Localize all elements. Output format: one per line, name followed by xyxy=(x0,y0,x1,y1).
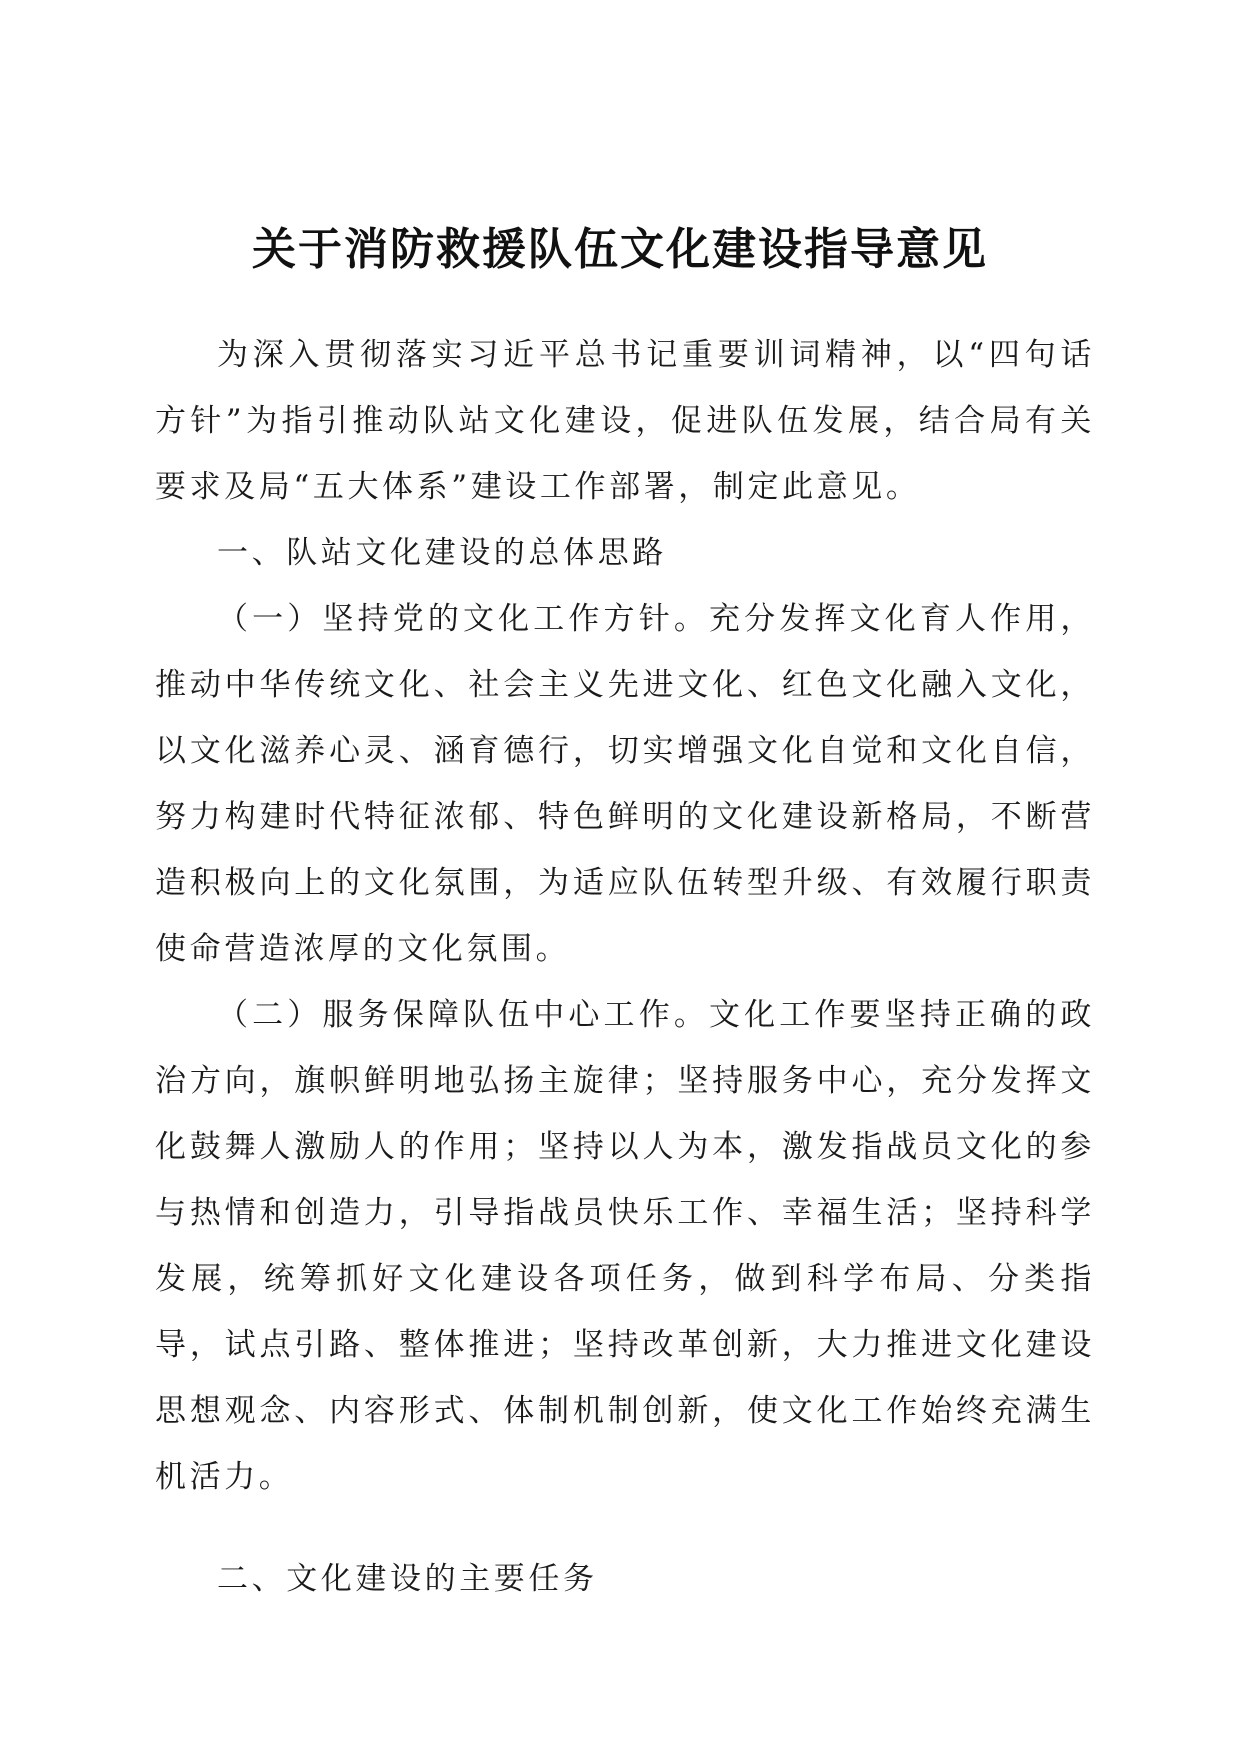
section-1-item-1: （一）坚持党的文化工作方针。充分发挥文化育人作用，推动中华传统文化、社会主义先进文化、红色文化融入文化，以文化滋养心灵、涵育德行，切实增强文化自觉和文化自信，努力构建时代特征浓郁、特色鲜明的文化建设新格局，不断营造积极向上的文化氛围，为适应队伍转型升级、有效履行职责使命营造浓厚的文化氛围。 xyxy=(155,601,1095,967)
document-body xyxy=(155,322,1095,1612)
document-title: 关于消防救援队伍文化建设指导意见 xyxy=(252,224,988,275)
section-1-item-2: （二）服务保障队伍中心工作。文化工作要坚持正确的政治方向，旗帜鲜明地弘扬主旋律；坚持服务中心，充分发挥文化鼓舞人激励人的作用；坚持以人为本，激发指战员文化的参与热情和创造力，引导指战员快乐工作、幸福生活；坚持科学发展，统筹抓好文化建设各项任务，做到科学布局、分类指导，试点引路、整体推进；坚持改革创新，大力推进文化建设思想观念、内容形式、体制机制创新，使文化工作始终充满生机活力。 xyxy=(155,997,1095,1495)
section-2-heading: 二、文化建设的主要任务 xyxy=(217,1561,598,1597)
section-1-heading: 一、队站文化建设的总体思路 xyxy=(217,535,667,571)
intro-paragraph: 为深入贯彻落实习近平总书记重要训词精神，以“四句话方针”为指引推动队站文化建设，促进队伍发展，结合局有关要求及局“五大体系”建设工作部署，制定此意见。 xyxy=(155,337,1095,505)
